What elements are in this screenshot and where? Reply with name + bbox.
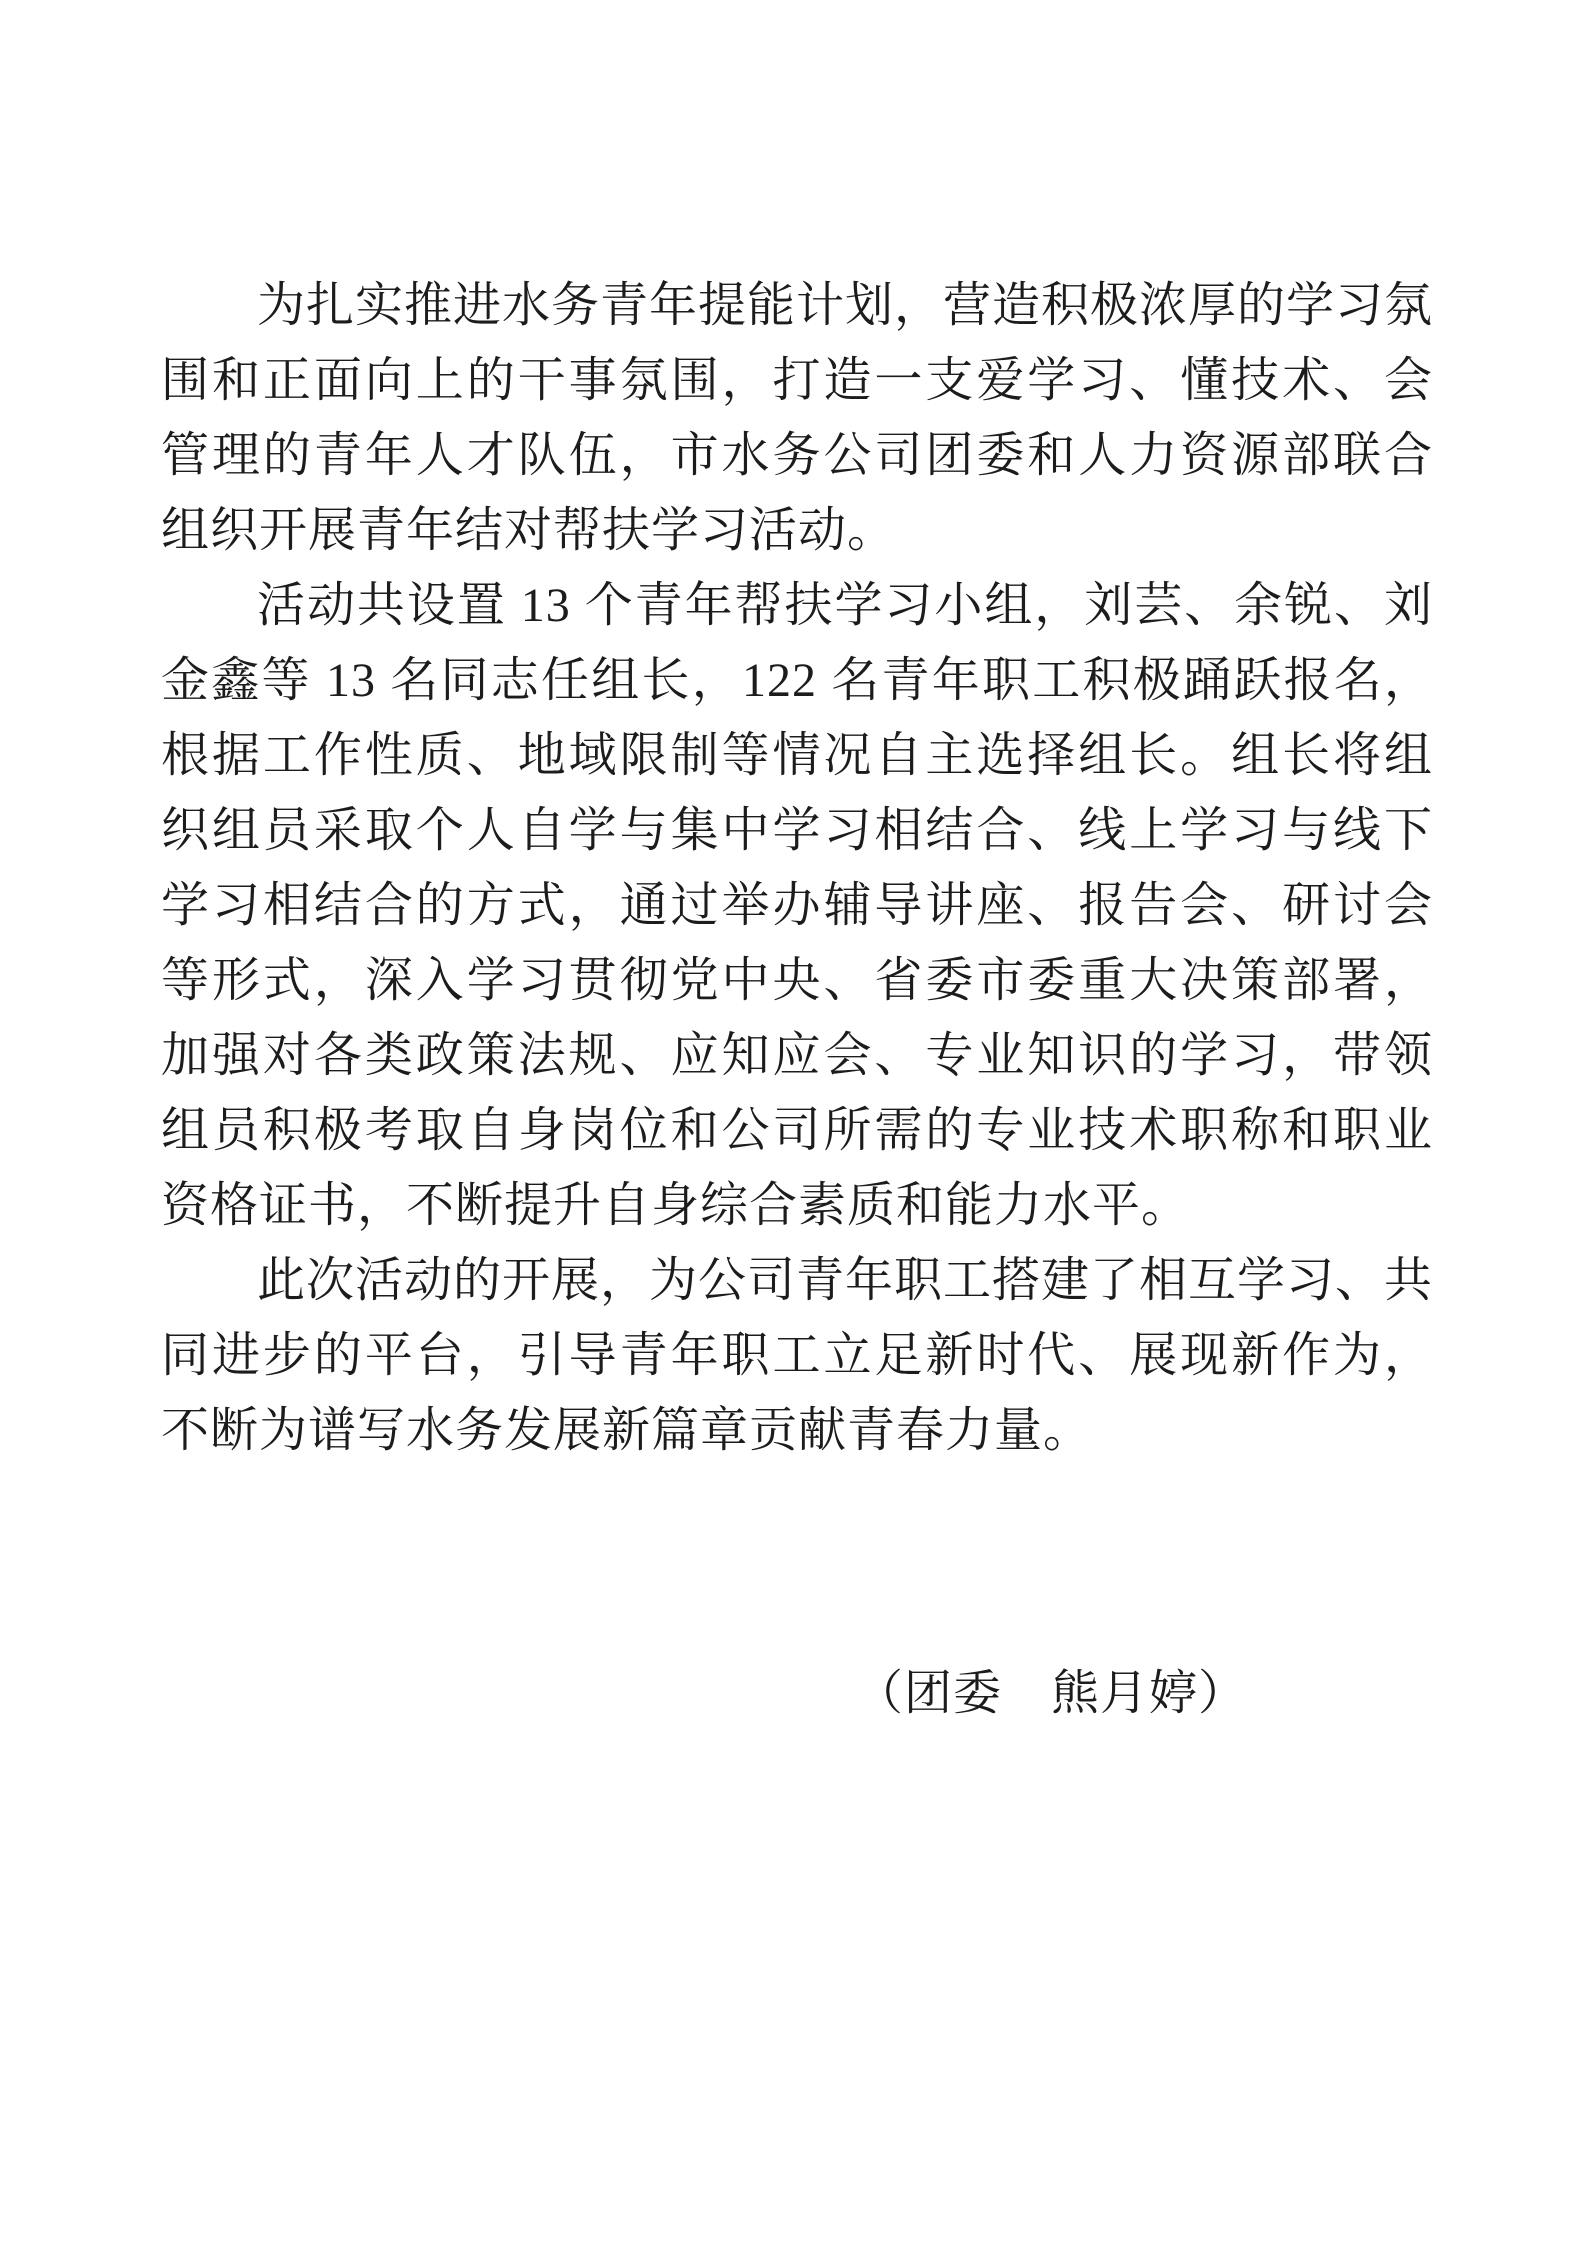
paragraph-conclusion: 此次活动的开展，为公司青年职工搭建了相互学习、共同进步的平台，引导青年职工立足新时代、展现新作为，不断为谱写水务发展新篇章贡献青春力量。 <box>161 1254 1434 1457</box>
paragraph-intro: 为扎实推进水务青年提能计划，营造积极浓厚的学习氛围和正面向上的干事氛围，打造一支爱学习、懂技术、会管理的青年人才队伍，市水务公司团委和人力资源部联合组织开展青年结对帮扶学习活动。 <box>161 279 1434 557</box>
signature: （团委 熊月婷） <box>854 1667 1247 1720</box>
paragraph-activity-details: 活动共设置 13 个青年帮扶学习小组，刘芸、余锐、刘金鑫等 13 名同志任组长，122 名青年职工积极踊跃报名，根据工作性质、地域限制等情况自主选择组长。组长将组织组员采取个人自学与集中学习相结合、线上学习与线下学习相结合的方式，通过举办辅导讲座、报告会、研讨会等形式，深入学习贯彻党中央、省委市委重大决策部署，加强对各类政策法规、应知应会、专业知识的学习，带领组员积极考取自身岗位和公司所需的专业技术职称和职业资格证书，不断提升自身综合素质和能力水平。 <box>161 579 1433 1232</box>
document-body <box>161 268 1433 1731</box>
